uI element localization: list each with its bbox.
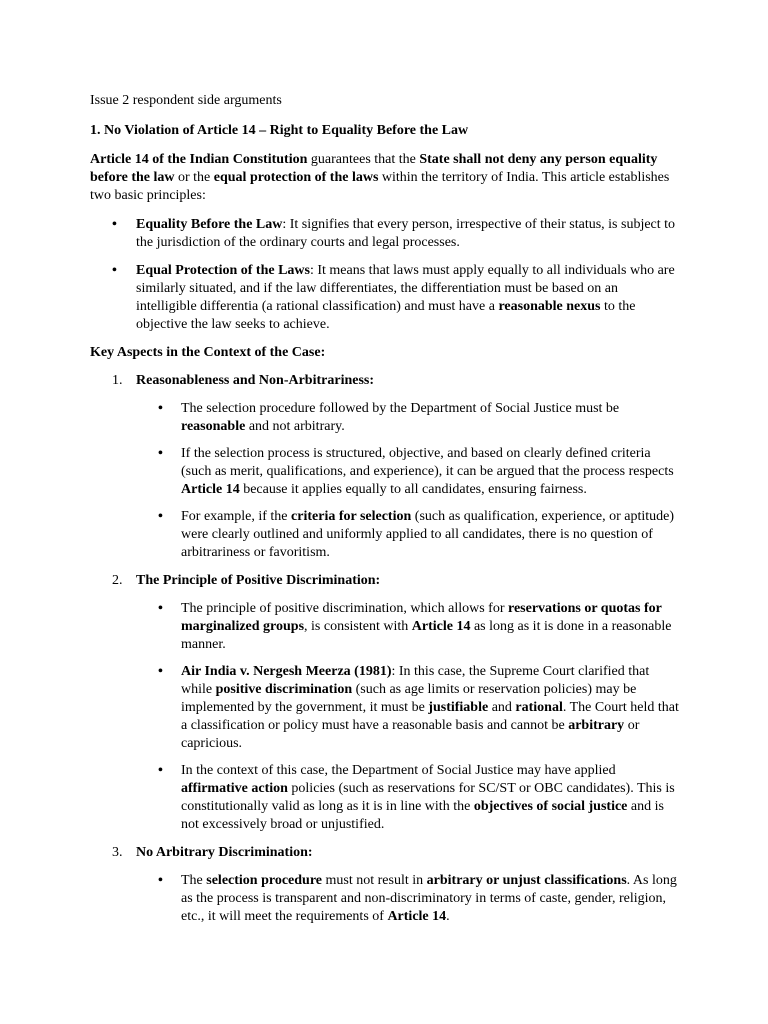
point-text: (such as age limits or reservation policies) may be implemented by the government, it must be xyxy=(181,682,637,715)
bullet-icon: • xyxy=(158,873,163,888)
principle-text: : It means that laws must apply equally to all individuals who are similarly situated, and if the law differentiates, the differentiation must be based on an intelligible differentia (a rational classification) and must have a xyxy=(136,263,675,314)
point-text: must not result in xyxy=(322,873,427,888)
aspect-item xyxy=(90,844,682,926)
document-subtitle: Issue 2 respondent side arguments xyxy=(90,93,282,108)
principle-bold: reasonable nexus xyxy=(498,299,601,314)
bullet-icon: • xyxy=(158,446,163,461)
list-item xyxy=(136,445,682,499)
list-item xyxy=(136,872,682,926)
point-text: . As long as the process is transparent and non-discriminatory in terms of caste, gender, religion, etc., it will meet the requirements of xyxy=(181,873,677,924)
list-item xyxy=(136,663,682,753)
aspect-item xyxy=(90,372,682,562)
point-bold: Article 14 xyxy=(411,619,471,634)
point-text: . xyxy=(446,909,450,924)
point-text: The selection procedure followed by the Department of Social Justice must be xyxy=(181,401,620,416)
key-aspects-heading: Key Aspects in the Context of the Case: xyxy=(90,345,326,360)
point-bold: rational xyxy=(515,700,563,715)
case-citation: Air India v. Nergesh Meerza (1981) xyxy=(181,664,392,679)
list-item xyxy=(136,400,682,436)
point-text: and not arbitrary. xyxy=(245,419,345,434)
intro-bold-protection: equal protection of the laws xyxy=(213,170,379,185)
point-bold: affirmative action xyxy=(181,781,288,796)
point-bold: reservations or quotas for marginalized groups xyxy=(181,601,662,634)
point-text: (such as qualification, experience, or aptitude) were clearly outlined and uniformly applied to all candidates, there is no question of arbitrariness or favoritism. xyxy=(181,509,675,560)
point-text: and xyxy=(488,700,516,715)
point-text: . The Court held that a classification or policy must have a reasonable basis and cannot be xyxy=(181,700,679,733)
aspect-points xyxy=(136,872,682,926)
point-text: because it applies equally to all candidates, ensuring fairness. xyxy=(239,482,587,497)
principle-text: : It signifies that every person, irrespective of their status, is subject to the jurisdiction of the ordinary courts and legal processes. xyxy=(136,217,676,250)
point-text: as long as it is done in a reasonable manner. xyxy=(181,619,672,652)
point-bold: justifiable xyxy=(428,700,489,715)
point-text: The principle of positive discrimination, which allows for xyxy=(181,601,508,616)
aspect-number: 3. xyxy=(112,845,123,860)
list-item xyxy=(90,262,682,334)
bullet-icon: • xyxy=(112,263,117,278)
point-text: If the selection process is structured, objective, and based on clearly defined criteria (such as merit, qualifications, and experience), it can be argued that the process respects xyxy=(181,446,674,479)
principles-list xyxy=(90,216,682,334)
point-text: policies (such as reservations for SC/ST or OBC candidates). This is constitutionally valid as long as it is in line with the xyxy=(181,781,675,814)
point-text: and is not excessively broad or unjustified. xyxy=(181,799,664,832)
aspects-list xyxy=(90,372,682,926)
intro-bold-equality: State shall not deny any person equality before the law xyxy=(90,152,658,185)
bullet-icon: • xyxy=(158,763,163,778)
aspect-title: Reasonableness and Non-Arbitrariness: xyxy=(136,373,375,388)
bullet-icon: • xyxy=(158,509,163,524)
intro-paragraph xyxy=(90,151,682,205)
intro-text: within the territory of India. This article establishes two basic principles: xyxy=(90,170,670,203)
section-title: 1. No Violation of Article 14 – Right to Equality Before the Law xyxy=(90,123,469,138)
intro-bold-article14: Article 14 of the Indian Constitution xyxy=(90,152,308,167)
point-text: The xyxy=(181,873,207,888)
point-bold: arbitrary xyxy=(568,718,625,733)
aspect-item xyxy=(90,572,682,834)
principle-text: to the objective the law seeks to achieve. xyxy=(136,299,636,332)
point-text: In the context of this case, the Department of Social Justice may have applied xyxy=(181,763,616,778)
point-bold: criteria for selection xyxy=(291,509,412,524)
point-text: , is consistent with xyxy=(304,619,412,634)
point-text: or capricious. xyxy=(181,718,640,751)
bullet-icon: • xyxy=(158,664,163,679)
point-bold: Article 14 xyxy=(181,482,240,497)
point-bold: selection procedure xyxy=(206,873,323,888)
point-bold: Article 14 xyxy=(387,909,447,924)
list-item xyxy=(136,508,682,562)
point-bold: arbitrary or unjust classifications xyxy=(426,873,627,888)
aspect-points xyxy=(136,400,682,562)
point-bold: reasonable xyxy=(181,419,246,434)
point-text: : In this case, the Supreme Court clarified that while xyxy=(181,664,650,697)
bullet-icon: • xyxy=(158,601,163,616)
intro-text: guarantees that the xyxy=(307,152,420,167)
point-bold: positive discrimination xyxy=(215,682,353,697)
list-item xyxy=(136,600,682,654)
intro-text: or the xyxy=(174,170,214,185)
point-text: For example, if the xyxy=(181,509,292,524)
bullet-icon: • xyxy=(112,217,117,232)
aspect-number: 1. xyxy=(112,373,123,388)
aspect-title: The Principle of Positive Discrimination: xyxy=(136,573,381,588)
list-item xyxy=(136,762,682,834)
aspect-title: No Arbitrary Discrimination: xyxy=(136,845,313,860)
document-page xyxy=(90,92,682,936)
bullet-icon: • xyxy=(158,401,163,416)
aspect-number: 2. xyxy=(112,573,123,588)
list-item xyxy=(90,216,682,252)
point-bold: objectives of social justice xyxy=(473,799,628,814)
principle-term: Equal Protection of the Laws xyxy=(136,263,310,278)
aspect-points xyxy=(136,600,682,834)
principle-term: Equality Before the Law xyxy=(136,217,283,232)
